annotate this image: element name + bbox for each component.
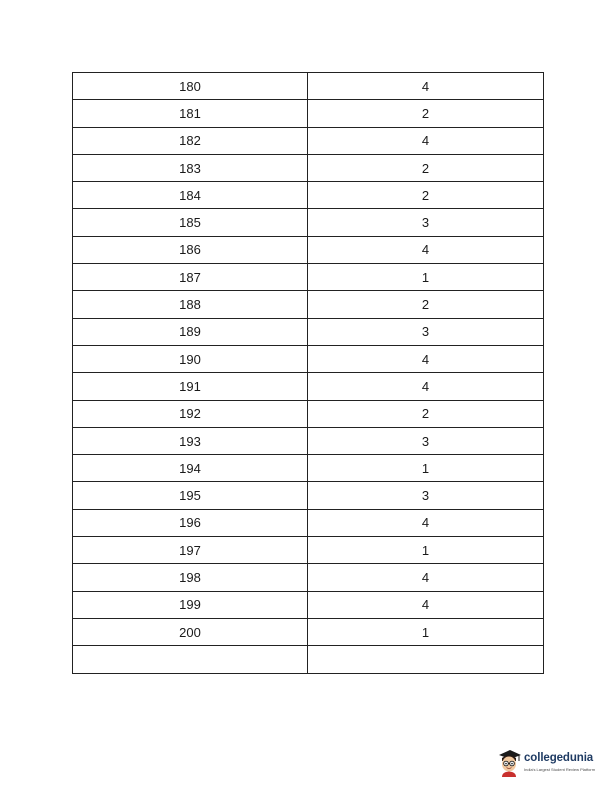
question-number-cell: 189 (73, 318, 308, 345)
answer-cell: 4 (308, 73, 544, 100)
table-row (73, 455, 544, 482)
answer-key-table (72, 72, 544, 674)
question-number-cell: 196 (73, 509, 308, 536)
table-row (73, 264, 544, 291)
answer-cell: 3 (308, 209, 544, 236)
answer-key-table-body (73, 73, 544, 674)
question-number-cell: 194 (73, 455, 308, 482)
question-number-cell: 198 (73, 564, 308, 591)
student-mascot-icon (496, 747, 522, 777)
question-number-cell: 192 (73, 400, 308, 427)
answer-cell: 1 (308, 264, 544, 291)
table-row (73, 400, 544, 427)
question-number-cell: 180 (73, 73, 308, 100)
table-row (73, 127, 544, 154)
answer-cell: 3 (308, 482, 544, 509)
answer-cell: 3 (308, 318, 544, 345)
logo-wordmark: collegedunia (524, 752, 594, 764)
answer-cell: 4 (308, 345, 544, 372)
answer-cell: 1 (308, 618, 544, 645)
table-row (73, 182, 544, 209)
question-number-cell: 183 (73, 154, 308, 181)
table-row (73, 427, 544, 454)
answer-cell: 2 (308, 291, 544, 318)
table-row (73, 291, 544, 318)
question-number-cell: 190 (73, 345, 308, 372)
answer-cell: 1 (308, 455, 544, 482)
table-row (73, 591, 544, 618)
question-number-cell: 186 (73, 236, 308, 263)
question-number-cell: 191 (73, 373, 308, 400)
question-number-cell: 181 (73, 100, 308, 127)
logo-tagline: India's Largest Student Review Platform (524, 767, 596, 772)
table-row (73, 154, 544, 181)
answer-cell: 2 (308, 154, 544, 181)
table-row (73, 318, 544, 345)
answer-cell: 2 (308, 100, 544, 127)
answer-cell: 4 (308, 236, 544, 263)
question-number-cell: 200 (73, 618, 308, 645)
table-row (73, 537, 544, 564)
answer-cell: 4 (308, 591, 544, 618)
table-row (73, 373, 544, 400)
table-row (73, 73, 544, 100)
question-number-cell: 184 (73, 182, 308, 209)
question-number-cell: 197 (73, 537, 308, 564)
question-number-cell: 185 (73, 209, 308, 236)
answer-cell: 4 (308, 373, 544, 400)
collegedunia-logo (496, 745, 600, 781)
table-row (73, 100, 544, 127)
table-row (73, 482, 544, 509)
question-number-cell: 188 (73, 291, 308, 318)
answer-cell: 4 (308, 127, 544, 154)
table-row (73, 345, 544, 372)
answer-cell: 1 (308, 537, 544, 564)
table-row (73, 236, 544, 263)
table-row (73, 646, 544, 673)
answer-cell: 2 (308, 182, 544, 209)
question-number-cell: 199 (73, 591, 308, 618)
question-number-cell: 193 (73, 427, 308, 454)
table-row (73, 209, 544, 236)
question-number-cell: 187 (73, 264, 308, 291)
table-row (73, 618, 544, 645)
answer-cell: 3 (308, 427, 544, 454)
answer-cell: 4 (308, 509, 544, 536)
question-number-cell: 182 (73, 127, 308, 154)
table-row (73, 509, 544, 536)
answer-cell: 2 (308, 400, 544, 427)
question-number-cell (73, 646, 308, 673)
answer-cell (308, 646, 544, 673)
question-number-cell: 195 (73, 482, 308, 509)
table-row (73, 564, 544, 591)
answer-cell: 4 (308, 564, 544, 591)
